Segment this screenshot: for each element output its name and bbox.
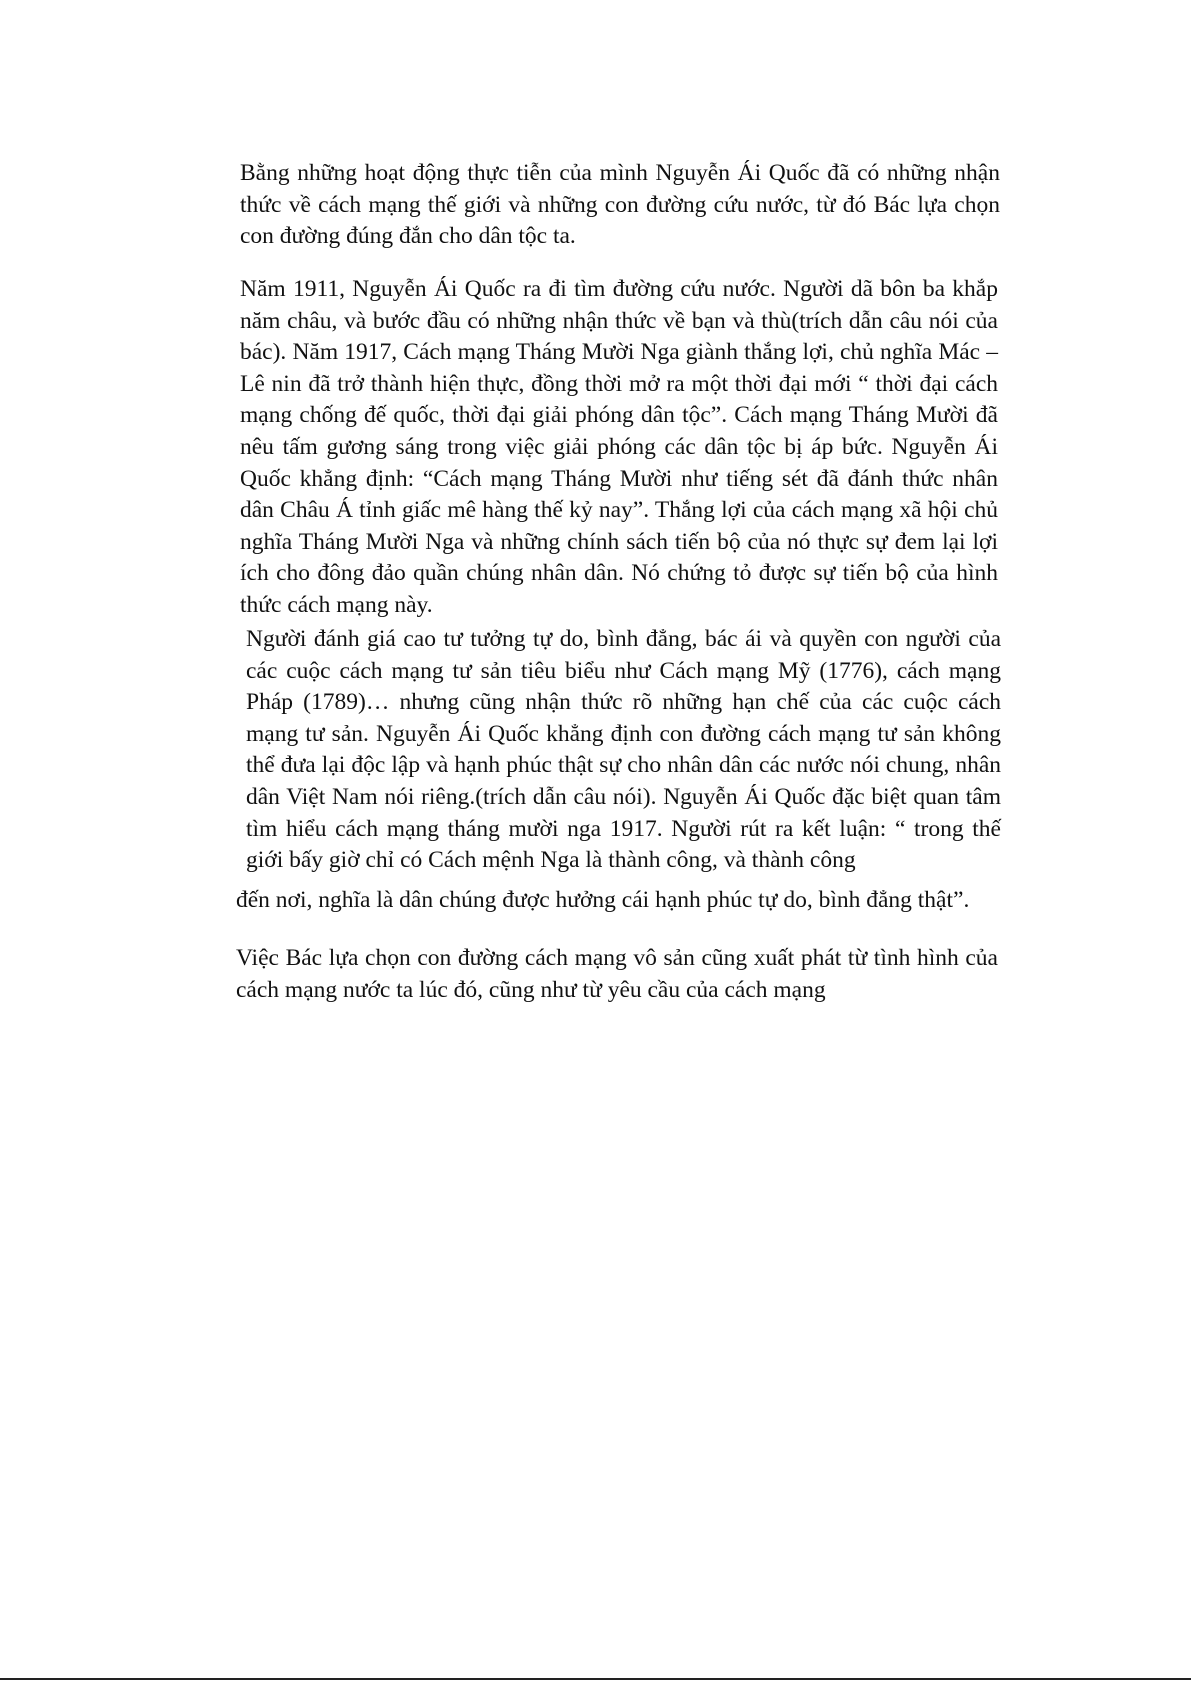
paragraph-quote-continuation: đến nơi, nghĩa là dân chúng được hưởng cái hạnh phúc tự do, bình đẳng thật”. bbox=[236, 887, 970, 913]
paragraph-bourgeois-revolutions: Người đánh giá cao tư tưởng tự do, bình đẳng, bác ái và quyền con người của các cuộc cách mạng tư sản tiêu biểu như Cách mạng Mỹ (1776), cách mạng Pháp (1789)… nhưng cũng nhận thức rõ những hạn chế của các cuộc cách mạng tư sản. Nguyễn Ái Quốc khẳng định con đường cách mạng tư sản không thể đưa lại độc lập và hạnh phúc thật sự cho nhân dân các nước nói chung, nhân dân Việt Nam nói riêng.(trích dẫn câu nói). Nguyễn Ái Quốc đặc biệt quan tâm tìm hiểu cách mạng tháng mười nga 1917. Người rút ra kết luận: “ trong thế giới bấy giờ chỉ có Cách mệnh Nga là thành công, và thành công bbox=[246, 626, 1001, 874]
paragraph-proletarian-choice: Việc Bác lựa chọn con đường cách mạng vô sản cũng xuất phát từ tình hình của cách mạng nước ta lúc đó, cũng như từ yêu cầu của cách mạng bbox=[236, 945, 998, 1003]
paragraph-1911-1917: Năm 1911, Nguyễn Ái Quốc ra đi tìm đường cứu nước. Người dã bôn ba khắp năm châu, và bước đầu có những nhận thức về bạn và thù(trích dẫn câu nói của bác). Năm 1917, Cách mạng Tháng Mười Nga giành thắng lợi, chủ nghĩa Mác – Lê nin đã trở thành hiện thực, đồng thời mở ra một thời đại mới “ thời đại cách mạng chống đế quốc, thời đại giải phóng dân tộc”. Cách mạng Tháng Mười đã nêu tấm gương sáng trong việc giải phóng các dân tộc bị áp bức. Nguyễn Ái Quốc khẳng định: “Cách mạng Tháng Mười như tiếng sét đã đánh thức nhân dân Châu Á tỉnh giấc mê hàng thế kỷ nay”. Thắng lợi của cách mạng xã hội chủ nghĩa Tháng Mười Nga và những chính sách tiến bộ của nó thực sự đem lại lợi ích cho đông đảo quần chúng nhân dân. Nó chứng tỏ được sự tiến bộ của hình thức cách mạng này. bbox=[240, 276, 998, 618]
page-bottom-divider bbox=[0, 1678, 1191, 1680]
paragraph-intro: Bằng những hoạt động thực tiễn của mình Nguyễn Ái Quốc đã có những nhận thức về cách mạng thế giới và những con đường cứu nước, từ đó Bác lựa chọn con đường đúng đắn cho dân tộc ta. bbox=[240, 160, 1000, 250]
